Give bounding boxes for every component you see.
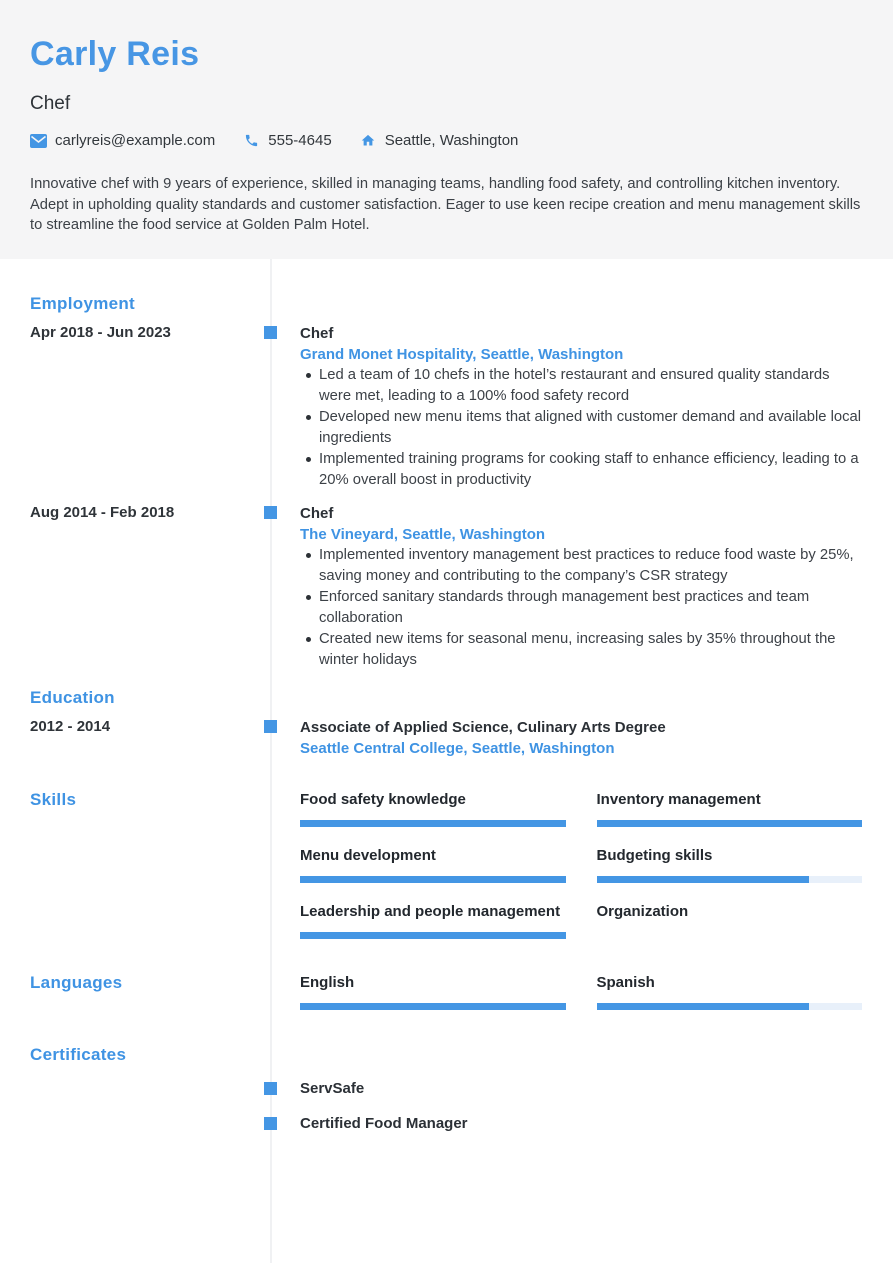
entry-marker [264,506,277,519]
certificate-empty-cell [0,1114,270,1134]
employment-bullet: Enforced sanitary standards through management best practices and team collaboration [319,587,862,629]
employment-entry-content [270,323,893,491]
skill-bar-fill [597,820,863,827]
education-degree: Associate of Applied Science, Culinary Arts Degree [300,719,666,736]
employment-entry-dates-cell [0,323,270,491]
skill-label: Budgeting skills [596,847,713,864]
skill-label: Food safety knowledge [300,791,466,808]
contact-location [360,132,519,149]
employment-entry-content [270,503,893,671]
skill-bar [300,820,566,827]
profile-summary: Innovative chef with 9 years of experience, skilled in managing teams, handling food safety, and controlling kitchen inventory. Adept in upholding quality standards and customer satisfaction. Eager to use keen recipe creation and menu management skills to streamline the food service at Golden Palm Hotel. [30,176,861,233]
skill-item [597,789,863,827]
skill-label: Organization [596,903,689,920]
contact-location-text: Seattle, Washington [384,132,519,149]
person-name: Carly Reis [30,35,200,73]
contact-email-text: carlyreis@example.com [55,132,216,149]
skill-item [597,845,863,883]
entry-marker [264,1117,277,1130]
language-item [597,972,863,1010]
employment-bullet: Developed new menu items that aligned with customer demand and available local ingredients [319,407,862,449]
home-icon [360,132,377,149]
entry-marker [264,720,277,733]
employment-heading: Employment [30,294,136,313]
education-entry [0,717,893,759]
contact-phone [243,132,331,149]
language-item [300,972,566,1010]
resume-header [0,0,893,259]
employment-entry-dates-cell [0,503,270,671]
employment-dates: Apr 2018 - Jun 2023 [30,324,171,341]
employment-section-heading-row [0,293,893,314]
education-entry-content [270,717,893,759]
skill-label: Inventory management [596,791,761,808]
language-bar-fill [597,1003,809,1010]
job-title: Chef [30,93,71,114]
education-heading: Education [30,688,115,707]
certificate-empty-cell [0,1079,270,1099]
employment-dates: Aug 2014 - Feb 2018 [30,504,175,521]
employment-bullet-list [300,545,862,671]
skill-bar [597,876,863,883]
employment-organization: Grand Monet Hospitality, Seattle, Washington [300,346,624,363]
skill-item [597,901,863,939]
employment-entries [0,323,893,671]
employment-bullet: Implemented inventory management best practices to reduce food waste by 25%, saving money and contributing to the company’s CSR strategy [319,545,862,587]
certificate-name: ServSafe [300,1080,365,1097]
employment-entry [0,503,893,671]
language-bar-fill [300,1003,566,1010]
skill-bar-fill [300,876,566,883]
education-school: Seattle Central College, Seattle, Washington [300,740,615,757]
skill-item [300,789,566,827]
certificate-item [0,1079,893,1099]
skill-label: Leadership and people management [300,903,561,920]
skill-bar [597,820,863,827]
education-entries [0,717,893,759]
skill-item [300,845,566,883]
certificates-heading: Certificates [30,1045,127,1064]
employment-role: Chef [300,505,334,522]
language-bar [597,1003,863,1010]
skills-grid [300,789,862,939]
skill-label: Menu development [300,847,436,864]
certificate-name: Certified Food Manager [300,1115,468,1132]
education-entry-dates-cell [0,717,270,759]
skill-item [300,901,566,939]
language-bar [300,1003,566,1010]
skill-bar [300,932,566,939]
education-dates: 2012 - 2014 [30,718,111,735]
skill-bar-fill [300,820,566,827]
skills-section-row [0,789,893,939]
employment-bullet: Created new items for seasonal menu, increasing sales by 35% throughout the winter holidays [319,629,862,671]
entry-marker [264,1082,277,1095]
employment-bullet: Led a team of 10 chefs in the hotel’s restaurant and ensured quality standards were met, leading to a 100% food safety record [319,365,862,407]
certificate-content [270,1079,893,1099]
entry-marker [264,326,277,339]
languages-heading: Languages [30,973,123,992]
contact-row [30,132,863,149]
certificate-item [0,1114,893,1134]
certificates-section-heading-row [0,1044,893,1065]
phone-icon [243,132,260,149]
languages-grid [300,972,862,1010]
skills-heading: Skills [30,790,77,809]
contact-phone-text: 555-4645 [268,132,332,149]
employment-bullet-list [300,365,862,491]
contact-email [30,132,215,149]
employment-bullet: Implemented training programs for cooking staff to enhance efficiency, leading to a 20% overall boost in productivity [319,449,862,491]
resume-body [0,259,893,1263]
education-section-heading-row [0,687,893,708]
skill-bar [300,876,566,883]
employment-role: Chef [300,325,334,342]
skill-bar-fill [300,932,566,939]
language-label: Spanish [596,974,655,991]
languages-section-row [0,972,893,1010]
skill-bar-fill [597,876,809,883]
certificate-content [270,1114,893,1134]
envelope-icon [30,132,47,149]
certificate-items [0,1079,893,1134]
language-label: English [300,974,355,991]
employment-organization: The Vineyard, Seattle, Washington [300,526,546,543]
employment-entry [0,323,893,491]
